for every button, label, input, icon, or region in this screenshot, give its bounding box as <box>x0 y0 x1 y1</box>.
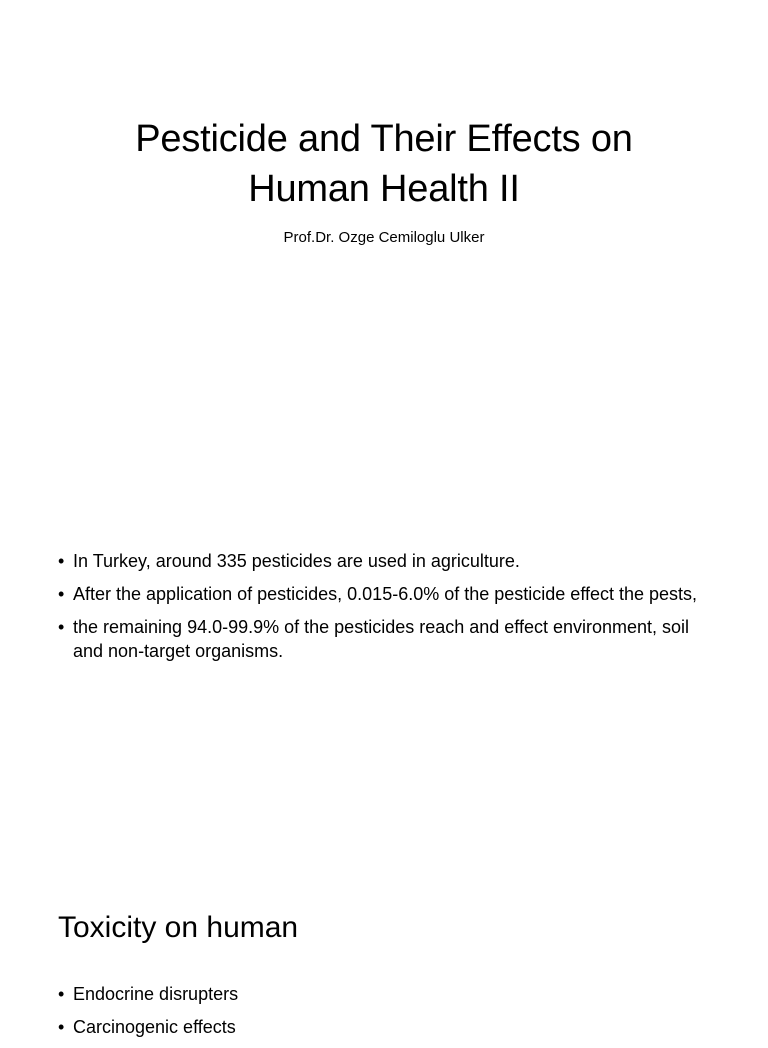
bullet-text: Endocrine disrupters <box>73 984 239 1004</box>
bullet-dot: • <box>58 1017 65 1037</box>
title-line-2: Human Health II <box>248 168 520 210</box>
bullet-item <box>58 549 718 573</box>
content-slide-toxicity <box>0 864 768 1037</box>
bullet-text: After the application of pesticides, 0.015-6.0% of the pesticide effect the pests, <box>73 584 698 604</box>
title-line-1: Pesticide and Their Effects on <box>135 118 633 160</box>
content-slide-pesticide-use <box>0 432 768 864</box>
bullet-item <box>58 982 718 1006</box>
bullet-item <box>58 1015 718 1039</box>
title-slide <box>0 0 768 432</box>
bullet-dot: • <box>58 584 65 604</box>
bullet-text: In Turkey, around 335 pesticides are used in agriculture. <box>73 551 520 571</box>
bullet-item <box>58 615 718 663</box>
bullet-text: Carcinogenic effects <box>73 1017 236 1037</box>
presentation-author: Prof.Dr. Ozge Cemiloglu Ulker <box>283 229 485 246</box>
bullet-dot: • <box>58 984 65 1004</box>
bullet-list <box>58 549 718 672</box>
slide-heading: Toxicity on human <box>58 911 299 944</box>
bullet-item <box>58 582 718 606</box>
presentation-title <box>40 114 728 214</box>
bullet-dot: • <box>58 551 65 571</box>
bullet-text: the remaining 94.0-99.9% of the pesticides reach and effect environment, soil and non-target organisms. <box>73 617 690 661</box>
bullet-list <box>58 982 718 1048</box>
bullet-dot: • <box>58 617 65 637</box>
